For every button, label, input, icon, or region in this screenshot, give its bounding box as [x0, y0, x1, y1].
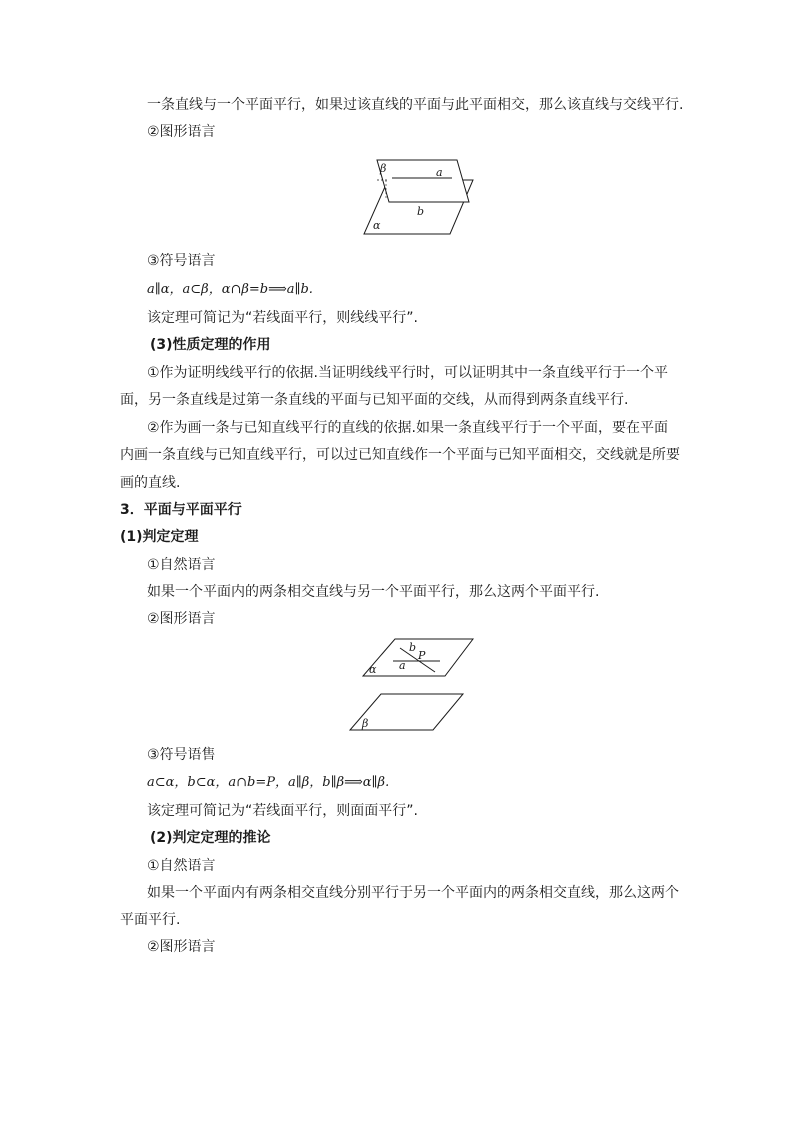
subheading: ③符号语言: [147, 253, 216, 269]
text-line: ②作为画一条与已知直线平行的直线的依据.如果一条直线平行于一个平面，要在平面: [147, 420, 668, 436]
figure-plane-plane-parallel: [345, 632, 475, 734]
subheading: ②图形语言: [147, 939, 216, 955]
label-alpha: α: [369, 663, 377, 676]
label-b: b: [409, 641, 417, 654]
subheading: ①自然语言: [147, 858, 216, 874]
symbol-statement: a∥α，a⊂β，α∩β=b⟹a∥b.: [147, 282, 313, 297]
section-heading: (1)判定定理: [120, 529, 199, 545]
subheading: ②图形语言: [147, 611, 216, 627]
text-line: ①作为证明线线平行的依据.当证明线线平行时，可以证明其中一条直线平行于一个平: [147, 365, 668, 381]
label-P: P: [418, 649, 426, 662]
label-beta: β: [362, 717, 369, 730]
subheading: ①自然语言: [147, 557, 216, 573]
label-b: b: [417, 205, 425, 218]
text-line: 画的直线.: [120, 475, 181, 491]
label-alpha: α: [373, 219, 381, 232]
text-line: 如果一个平面内的两条相交直线与另一个平面平行，那么这两个平面平行.: [147, 584, 600, 600]
text-line: 如果一个平面内有两条相交直线分别平行于另一个平面内的两条相交直线，那么这两个: [147, 885, 679, 901]
label-beta: β: [380, 162, 387, 175]
text-line: 平面平行.: [120, 912, 181, 928]
section-heading: (3)性质定理的作用: [150, 337, 271, 353]
section-heading: (2)判定定理的推论: [150, 830, 271, 846]
text-line: 一条直线与一个平面平行，如果过该直线的平面与此平面相交，那么该直线与交线平行.: [147, 97, 684, 113]
symbol-statement: a⊂α，b⊂α，a∩b=P，a∥β，b∥β⟹α∥β.: [147, 775, 390, 790]
label-a: a: [399, 659, 406, 672]
plane-beta-shape: [377, 160, 469, 202]
subheading: ②图形语言: [147, 124, 216, 140]
text-line: 内画一条直线与已知直线平行，可以过已知直线作一个平面与已知平面相交，交线就是所要: [120, 447, 680, 463]
label-a: a: [436, 166, 443, 179]
section-heading: 3．平面与平面平行: [120, 502, 242, 518]
figure-line-plane-parallel: [360, 152, 480, 238]
text-line: 面，另一条直线是过第一条直线的平面与已知平面的交线，从而得到两条直线平行.: [120, 392, 629, 408]
subheading: ③符号语售: [147, 747, 216, 763]
text-line: 该定理可简记为“若线面平行，则线线平行”.: [147, 310, 418, 326]
text-line: 该定理可简记为“若线面平行，则面面平行”.: [147, 803, 418, 819]
